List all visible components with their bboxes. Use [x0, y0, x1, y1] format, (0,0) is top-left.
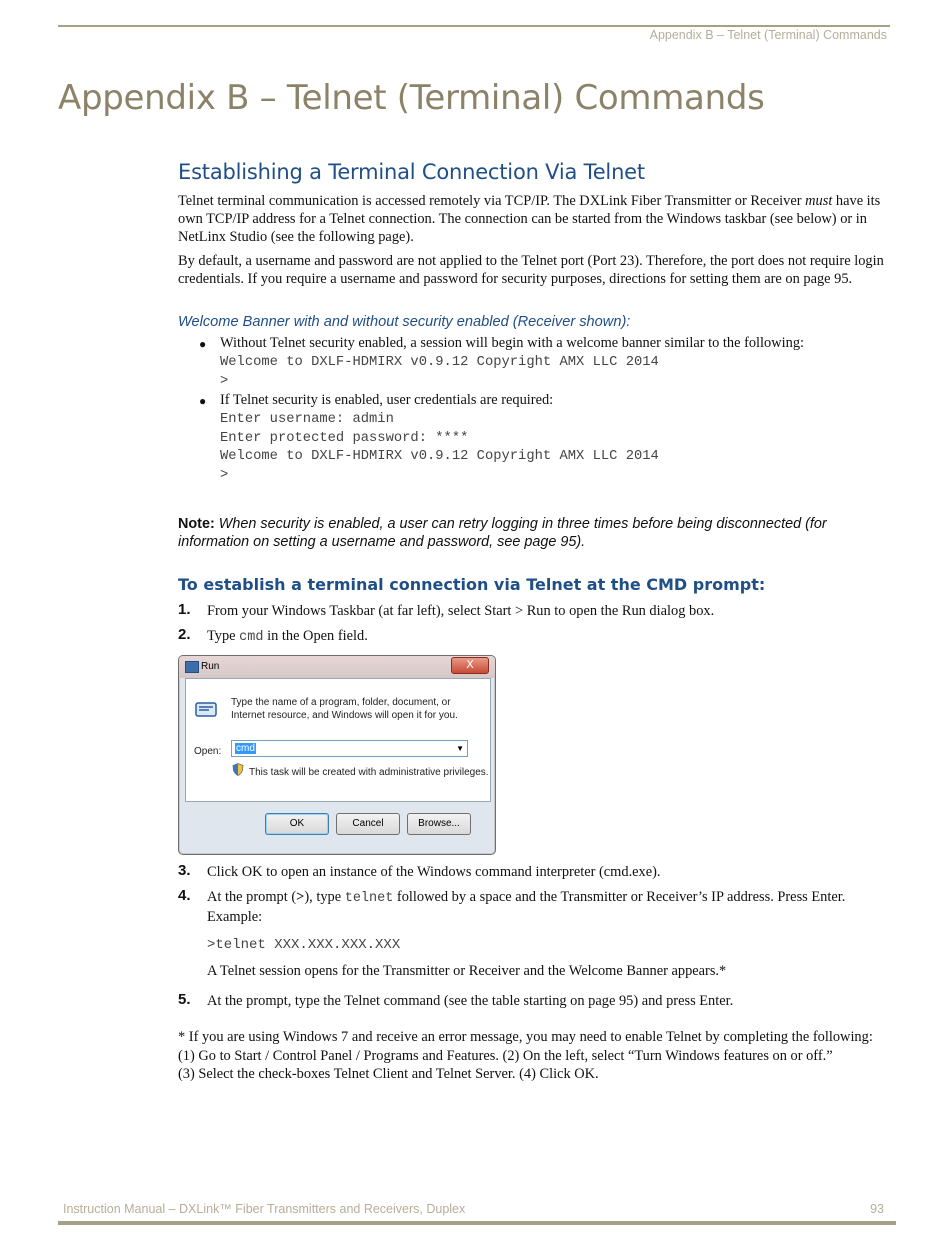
- inline-code: cmd: [239, 630, 264, 645]
- footer-title: Instruction Manual – DXLink™ Fiber Transmitters and Receivers, Duplex: [63, 1202, 466, 1216]
- step-text: Type: [207, 628, 240, 644]
- open-label: Open:: [194, 746, 222, 757]
- close-button[interactable]: X: [451, 657, 489, 674]
- intro-text-a: Telnet terminal communication is accessed remotely via TCP/IP. The DXLink Fiber Transmitter or Receiver: [178, 193, 806, 209]
- dialog-title: Run: [201, 661, 220, 672]
- step-text: From your Windows Taskbar (at far left), select Start > Run to open the Run dialog box.: [207, 603, 715, 619]
- footnote-line: * If you are using Windows 7 and receive an error message, you may need to enable Telnet by completing the following:: [178, 1029, 873, 1045]
- step-text: Click OK to open an instance of the Windows command interpreter (cmd.exe).: [207, 864, 661, 880]
- step-result-text: A Telnet session opens for the Transmitter or Receiver and the Welcome Banner appears.*: [207, 963, 727, 979]
- intro-emphasis: must: [805, 193, 833, 209]
- step-text: in the Open field.: [263, 628, 368, 644]
- bullet-item: [199, 391, 888, 485]
- step-text: ), type: [304, 889, 345, 905]
- chevron-down-icon[interactable]: ▼: [456, 744, 464, 753]
- uac-shield-icon: [232, 763, 244, 776]
- bullet-dot-icon: ●: [199, 394, 207, 408]
- welcome-banner-heading: Welcome Banner with and without security enabled (Receiver shown):: [178, 314, 631, 330]
- open-field-value[interactable]: cmd: [236, 743, 255, 754]
- procedure-heading: To establish a terminal connection via Telnet at the CMD prompt:: [178, 575, 766, 594]
- step-number: 2.: [178, 626, 191, 643]
- footnote-line: (1) Go to Start / Control Panel / Programs and Features. (2) On the left, select “Turn Windows features on or off.”: [178, 1047, 833, 1064]
- step-5: [178, 992, 888, 1010]
- step-3: [178, 863, 888, 881]
- note-block: [178, 515, 888, 551]
- intro-paragraph-2: By default, a username and password are not applied to the Telnet port (Port 23). Therefore, the port does not require login credentials. If you require a username and password for security purposes, directions for setting them are on page 95.: [178, 253, 884, 287]
- admin-privileges-text: This task will be created with administrative privileges.: [249, 767, 489, 778]
- bullet-dot-icon: ●: [199, 337, 207, 351]
- cancel-button[interactable]: Cancel: [336, 813, 400, 835]
- note-text: When security is enabled, a user can retry logging in three times before being disconnected (for information on setting a username and password, see page 95).: [178, 516, 827, 550]
- dialog-description: Type the name of a program, folder, document, or Internet resource, and Windows will open it for you.: [231, 697, 458, 721]
- intro-text-b: have its own TCP/IP address for a Telnet connection. The connection can be started from the Windows taskbar (see below) or in NetLinx Studio (see the following page).: [178, 193, 881, 245]
- example-command: >telnet XXX.XXX.XXX.XXX: [207, 937, 401, 953]
- step-4: [178, 888, 888, 980]
- step-text: followed by a space and the Transmitter or Receiver’s IP address. Press Enter. Example:: [207, 889, 846, 925]
- run-program-icon: [194, 702, 218, 718]
- run-dialog-screenshot: [178, 655, 496, 855]
- section-title: Establishing a Terminal Connection Via Telnet: [178, 160, 645, 184]
- note-label: Note:: [178, 516, 215, 532]
- prompt-symbol: >: [296, 889, 305, 905]
- step-1: [178, 602, 888, 620]
- intro-paragraph-1: [178, 192, 888, 246]
- browse-button[interactable]: Browse...: [407, 813, 471, 835]
- main-content: [178, 160, 888, 1084]
- chapter-title: Appendix B – Telnet (Terminal) Commands: [58, 78, 765, 118]
- dialog-titlebar: [179, 656, 495, 678]
- dialog-body: [185, 678, 491, 802]
- step-number: 3.: [178, 862, 191, 879]
- footnote: [178, 1028, 888, 1084]
- ok-button[interactable]: OK: [265, 813, 329, 835]
- step-2: [178, 627, 888, 647]
- page-number: 93: [870, 1202, 884, 1216]
- code-block: Enter username: admin Enter protected password: **** Welcome to DXLF-HDMIRX v0.9.12 Copyright AMX LLC 2014 >: [220, 412, 659, 483]
- bullet-text: Without Telnet security enabled, a session will begin with a welcome banner similar to the following:: [220, 335, 805, 351]
- code-block: Welcome to DXLF-HDMIRX v0.9.12 Copyright AMX LLC 2014 >: [220, 355, 659, 389]
- open-combobox[interactable]: [231, 740, 468, 757]
- welcome-bullet-list: [178, 334, 888, 485]
- header-rule: [58, 25, 890, 27]
- step-text: At the prompt (: [207, 889, 297, 905]
- bullet-item: [199, 334, 888, 391]
- inline-code: telnet: [344, 891, 394, 906]
- footnote-line: (3) Select the check-boxes Telnet Client and Telnet Server. (4) Click OK.: [178, 1066, 599, 1082]
- running-head: Appendix B – Telnet (Terminal) Commands: [649, 28, 887, 42]
- footer-rule: [58, 1221, 896, 1225]
- bullet-text: If Telnet security is enabled, user credentials are required:: [220, 392, 554, 408]
- step-number: 1.: [178, 601, 191, 618]
- step-number: 4.: [178, 887, 191, 904]
- step-text: At the prompt, type the Telnet command (see the table starting on page 95) and press Enter.: [207, 993, 734, 1009]
- run-app-icon: [185, 661, 199, 673]
- step-number: 5.: [178, 991, 191, 1008]
